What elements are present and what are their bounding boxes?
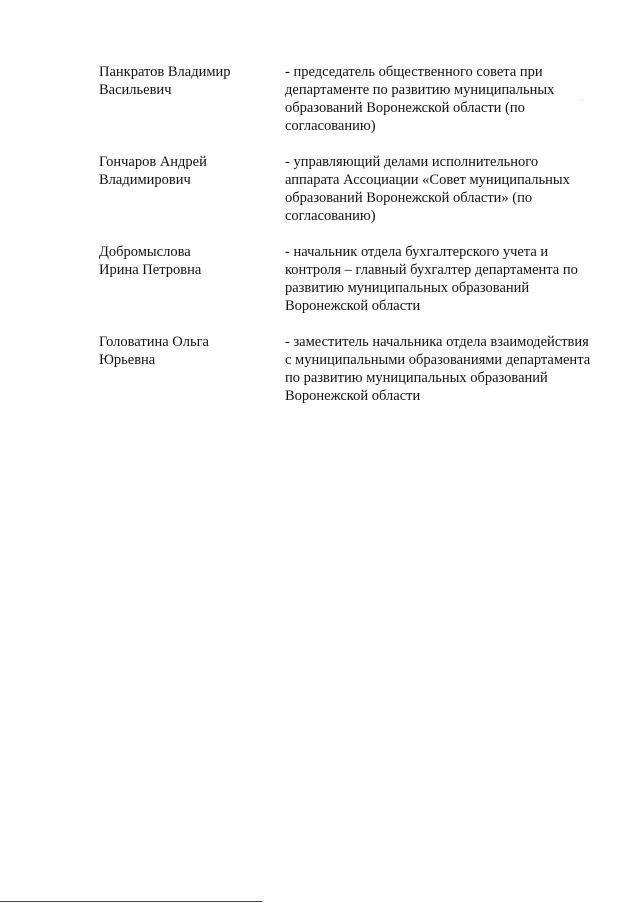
member-role: - начальник отдела бухгалтерского учета и контроля – главный бухгалтер департамента по развитию муниципальных образований Воронежской области — [285, 244, 578, 314]
member-row — [99, 243, 619, 315]
bottom-rule — [0, 901, 262, 902]
scan-speck — [582, 100, 583, 101]
member-role: - управляющий делами исполнительного аппарата Ассоциации «Совет муниципальных образований Воронежской области» (по согласованию) — [285, 154, 570, 224]
member-row — [99, 333, 619, 405]
member-name: Гончаров Андрей Владимирович — [99, 154, 207, 188]
member-role: - заместитель начальника отдела взаимодействия с муниципальными образованиями департамента по развитию муниципальных образований Воронежской области — [285, 334, 591, 404]
member-row — [99, 153, 619, 225]
member-row — [99, 63, 619, 135]
member-role: - председатель общественного совета при департаменте по развитию муниципальных образований Воронежской области (по согласованию) — [285, 64, 555, 134]
member-name: Головатина Ольга Юрьевна — [99, 334, 209, 368]
member-name: Добромыслова Ирина Петровна — [99, 244, 202, 278]
members-list — [99, 63, 619, 423]
member-name: Панкратов Владимир Васильевич — [99, 64, 231, 98]
